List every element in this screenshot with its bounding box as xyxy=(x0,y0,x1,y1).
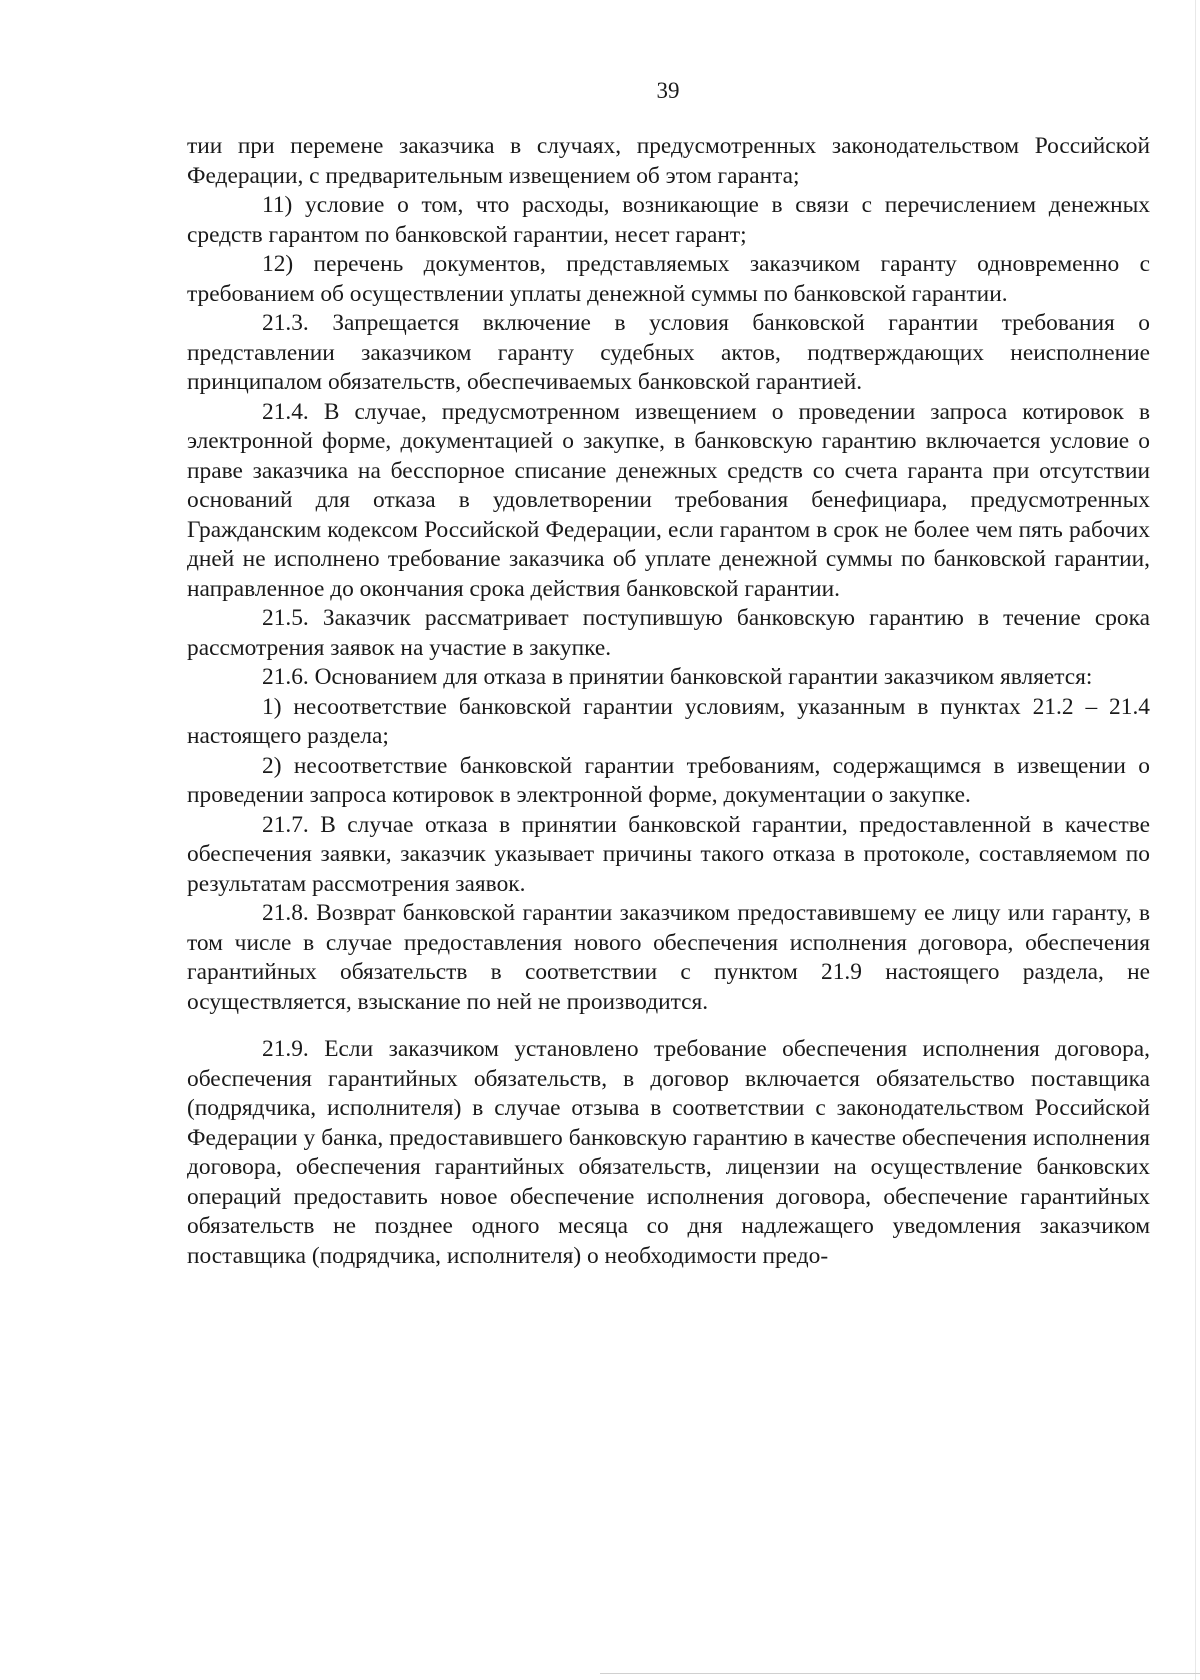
paragraph: 21.7. В случае отказа в принятии банковской гарантии, предоставленной в качестве обеспечения заявки, заказчик указывает причины такого отказа в протоколе, составляемом по результатам рассмотрения заявок. xyxy=(187,811,1150,897)
scan-edge xyxy=(1195,0,1196,1680)
paragraph: 11) условие о том, что расходы, возникающие в связи с перечислением денежных средств гарантом по банковской гарантии, несет гарант; xyxy=(187,192,1150,248)
paragraph: тии при перемене заказчика в случаях, предусмотренных законодательством Российской Федерации, с предварительным извещением об этом гаранта; xyxy=(187,133,1150,189)
paragraph: 21.5. Заказчик рассматривает поступившую банковскую гарантию в течение срока рассмотрения заявок на участие в закупке. xyxy=(187,605,1150,661)
paragraph: 21.8. Возврат банковской гарантии заказчиком предоставившему ее лицу или гаранту, в том числе в случае предоставления нового обеспечения исполнения договора, обеспечения гарантийных обязательств в соответствии с пунктом 21.9 настоящего раздела, не осуществляется, взыскание по ней не производится. xyxy=(187,900,1150,1015)
paragraph: 21.6. Основанием для отказа в принятии банковской гарантии заказчиком является: xyxy=(262,664,1093,690)
page-number: 39 xyxy=(656,78,680,103)
paragraph: 21.9. Если заказчиком установлено требование обеспечения исполнения договора, обеспечения гарантийных обязательств, в договор включается обязательство поставщика (подрядчика, исполнителя) в случае отзыва в соответствии с законодательством Российской Федерации у банка, предоставившего банковскую гарантию в качестве обеспечения исполнения договора, обеспечения гарантийных обязательств, лицензии на осуществление банковских операций предоставить новое обеспечение исполнения договора, обеспечение гарантийных обязательств не позднее одного месяца со дня надлежащего уведомления заказчиком поставщика (подрядчика, исполнителя) о необходимости предо- xyxy=(187,1036,1150,1269)
paragraph: 21.4. В случае, предусмотренном извещением о проведении запроса котировок в электронной форме, документацией о закупке, в банковскую гарантию включается условие о праве заказчика на бесспорное списание денежных средств со счета гаранта при отсутствии оснований для отказа в удовлетворении требования бенефициара, предусмотренных Гражданским кодексом Российской Федерации, если гарантом в срок не более чем пять рабочих дней не исполнено требование заказчика об уплате денежной суммы по банковской гарантии, направленное до окончания срока действия банковской гарантии. xyxy=(187,398,1150,602)
paragraph: 21.3. Запрещается включение в условия банковской гарантии требования о представлении заказчиком гаранту судебных актов, подтверждающих неисполнение принципалом обязательств, обеспечиваемых банковской гарантией. xyxy=(187,310,1150,395)
paragraph: 12) перечень документов, представляемых заказчиком гаранту одновременно с требованием об осуществлении уплаты денежной суммы по банковской гарантии. xyxy=(187,251,1150,307)
scan-bottom-line xyxy=(600,1673,1200,1674)
paragraph: 1) несоответствие банковской гарантии условиям, указанным в пунктах 21.2 – 21.4 настоящего раздела; xyxy=(187,693,1150,749)
paragraph: 2) несоответствие банковской гарантии требованиям, содержащимся в извещении о проведении запроса котировок в электронной форме, документации о закупке. xyxy=(187,752,1150,808)
document-body xyxy=(187,132,1150,1271)
